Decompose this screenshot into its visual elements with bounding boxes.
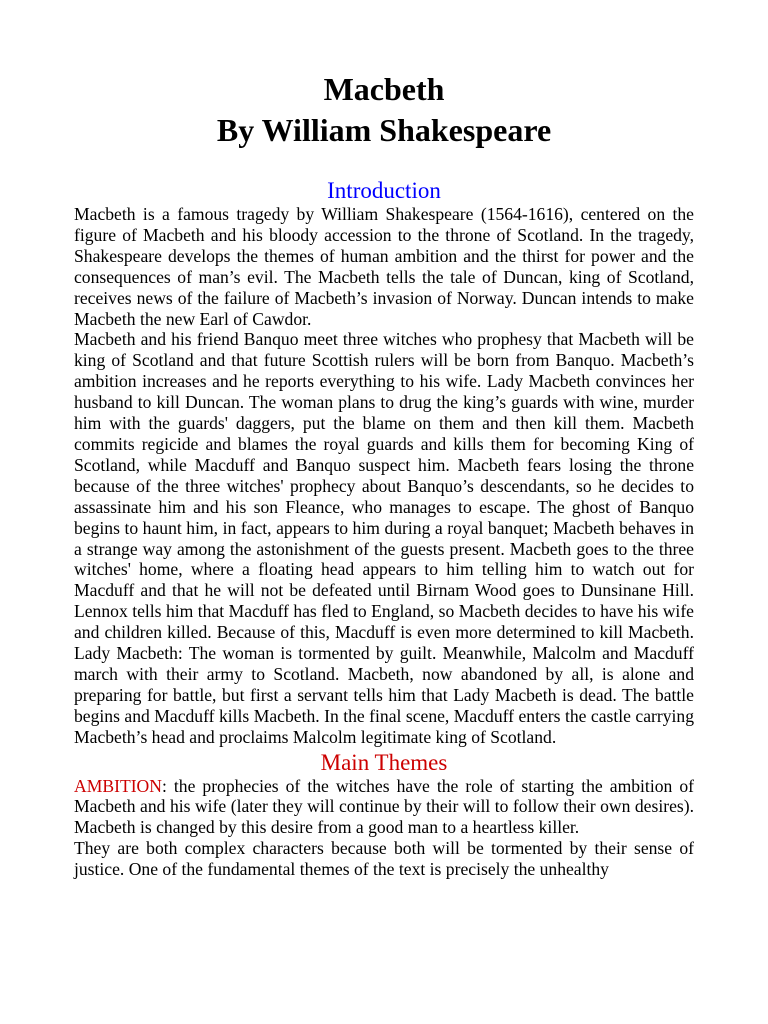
ambition-text: : the prophecies of the witches have the role of starting the ambition of Macbeth and his wife (later they will continue by their will to follow their own desires). Macbeth is changed by this desire from a good man to a heartless killer. bbox=[74, 775, 694, 838]
introduction-heading: Introduction bbox=[327, 178, 441, 203]
ambition-paragraph bbox=[74, 776, 694, 839]
document-title: Macbeth bbox=[323, 71, 445, 107]
document-subtitle: By William Shakespeare bbox=[216, 112, 552, 148]
introduction-paragraph: Macbeth is a famous tragedy by William Shakespeare (1564-1616), centered on the figure of Macbeth and his bloody accession to the throne of Scotland. In the tragedy, Shakespeare develops the themes of human ambition and the thirst for power and the consequences of man’s evil. The Macbeth tells the tale of Duncan, king of Scotland, receives news of the failure of Macbeth’s invasion of Norway. Duncan intends to make Macbeth the new Earl of Cawdor. bbox=[74, 204, 694, 329]
main-themes-heading: Main Themes bbox=[320, 749, 448, 775]
themes-paragraph: They are both complex characters because both will be tormented by their sense of justice. One of the fundamental themes of the text is precisely the unhealthy bbox=[74, 838, 694, 880]
introduction-paragraph: Macbeth and his friend Banquo meet three witches who prophesy that Macbeth will be king of Scotland and that future Scottish rulers will be born from Banquo. Macbeth’s ambition increases and he reports everything to his wife. Lady Macbeth convinces her husband to kill Duncan. The woman plans to drug the king’s guards with wine, murder him with the guards' daggers, put the blame on them and then kill them. Macbeth commits regicide and blames the royal guards and kills them for becoming King of Scotland, while Macduff and Banquo suspect him. Macbeth fears losing the throne because of the three witches' prophecy about Banquo’s descendants, so he decides to assassinate him and his son Fleance, who manages to escape. The ghost of Banquo begins to haunt him, in fact, appears to him during a royal banquet; Macbeth behaves in a strange way among the astonishment of the guests present. Macbeth goes to the three witches' home, where a floating head appears to him telling him to watch out for Macduff and that he will not be defeated until Birnam Wood goes to Dunsinane Hill. Lennox tells him that Macduff has fled to England, so Macbeth decides to have his wife and children killed. Because of this, Macduff is even more determined to kill Macbeth. Lady Macbeth: The woman is tormented by guilt. Meanwhile, Malcolm and Macduff march with their army to Scotland. Macbeth, now abandoned by all, is alone and preparing for battle, but first a servant tells him that Lady Macbeth is dead. The battle begins and Macduff kills Macbeth. In the final scene, Macduff enters the castle carrying Macbeth’s head and proclaims Malcolm legitimate king of Scotland. bbox=[74, 329, 694, 747]
document-page bbox=[74, 0, 694, 880]
title-block bbox=[74, 69, 694, 151]
ambition-keyword: AMBITION bbox=[74, 775, 162, 796]
